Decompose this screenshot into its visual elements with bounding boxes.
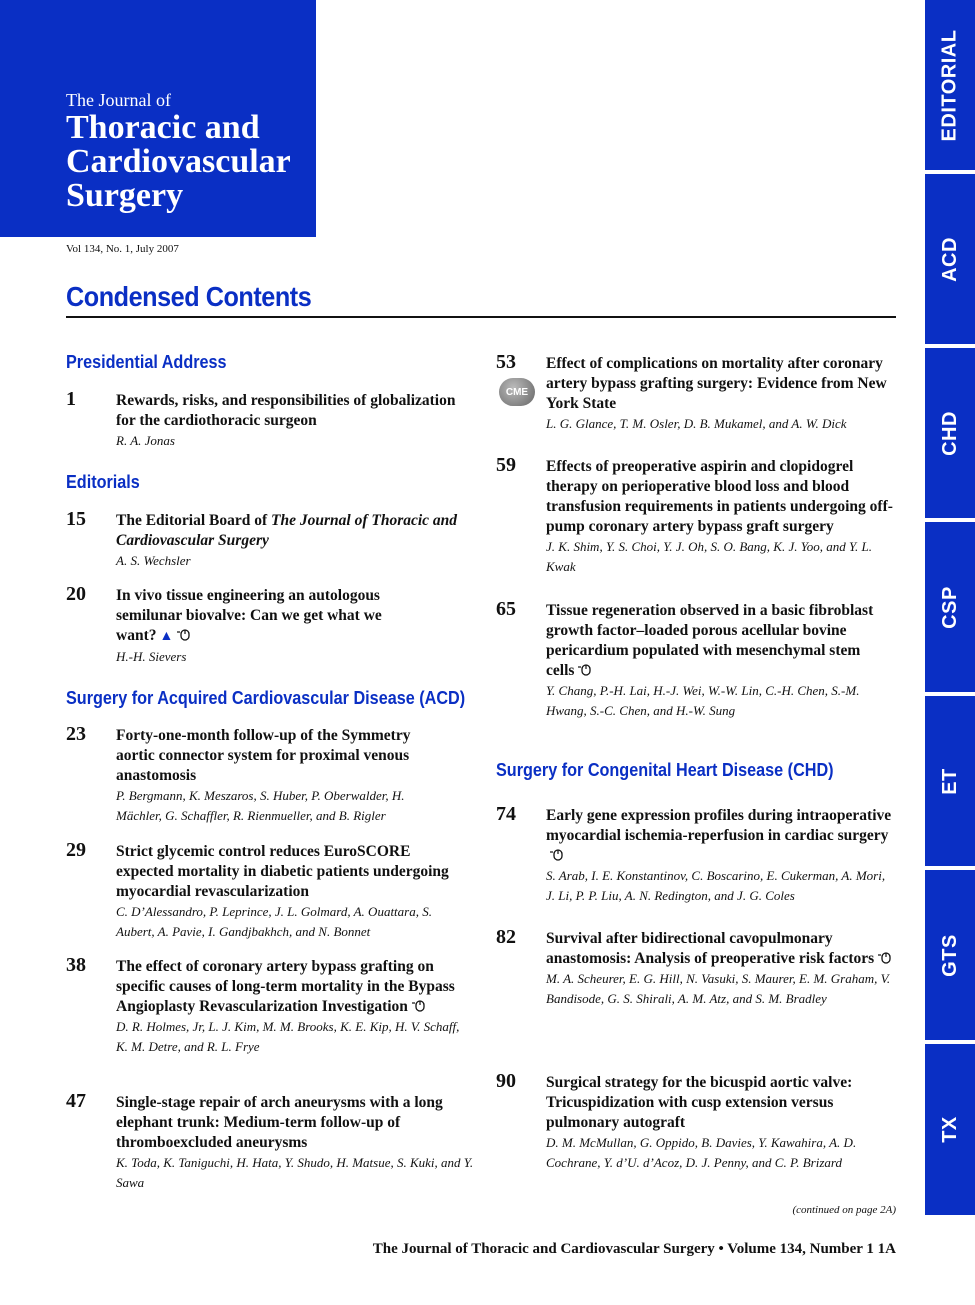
article-authors: J. K. Shim, Y. S. Choi, Y. J. Oh, S. O. Bang, K. J. Yoo, and Y. L. Kwak <box>546 539 873 574</box>
article-authors: D. M. McMullan, G. Oppido, B. Davies, Y. Kawahira, A. D. Cochrane, Y. d’U. d’Acoz, D. J. Penny, and C. P. Brizard <box>546 1135 857 1170</box>
article-entry[interactable] <box>546 929 898 1009</box>
tab-gts[interactable]: GTS <box>925 870 975 1040</box>
page-number: 47 <box>66 1090 86 1112</box>
article-authors: R. A. Jonas <box>116 433 175 448</box>
cme-badge-icon: CME <box>499 378 535 406</box>
page-number: 74 <box>496 803 516 825</box>
page-number: 23 <box>66 723 86 745</box>
article-title[interactable]: Effect of complications on mortality after coronary artery bypass grafting surgery: Evidence from New York State <box>546 355 887 412</box>
page-number: 1 <box>66 388 76 410</box>
article-title[interactable]: Forty-one-month follow-up of the Symmetry aortic connector system for proximal venous anastomosis <box>116 727 411 784</box>
article-entry[interactable] <box>116 842 461 942</box>
page-number: 59 <box>496 454 516 476</box>
article-title[interactable]: Effects of preoperative aspirin and clopidogrel therapy on perioperative blood loss and blood transfusion requirements in patients undergoing off-pump coronary artery bypass graft surgery <box>546 458 893 535</box>
article-entry[interactable] <box>116 1093 476 1193</box>
article-title[interactable]: Surgical strategy for the bicuspid aortic valve: Tricuspidization with cusp extension versus pulmonary autograft <box>546 1074 853 1131</box>
article-entry[interactable] <box>546 457 898 577</box>
article-entry[interactable] <box>116 726 446 826</box>
article-authors: C. D’Alessandro, P. Leprince, J. L. Golmard, A. Ouattara, S. Aubert, A. Pavie, I. Gandjbakhch, and N. Bonnet <box>116 904 432 939</box>
article-title[interactable]: Rewards, risks, and responsibilities of globalization for the cardiothoracic surgeon <box>116 392 456 429</box>
tab-acd[interactable]: ACD <box>925 174 975 344</box>
article-entry[interactable] <box>546 806 896 906</box>
mouse-icon <box>878 950 892 964</box>
tab-editorial[interactable]: EDITORIAL <box>925 0 975 170</box>
article-authors: D. R. Holmes, Jr, L. J. Kim, M. M. Brooks, K. E. Kip, H. V. Schaff, K. M. Detre, and R. L. Frye <box>116 1019 460 1054</box>
triangle-icon: ▲ <box>159 629 174 644</box>
journal-masthead <box>0 0 316 237</box>
article-title[interactable]: Tissue regeneration observed in a basic fibroblast growth factor–loaded porous acellular bovine pericardium populated with mesenchymal stem cells <box>546 602 874 679</box>
article-entry[interactable] <box>116 957 466 1057</box>
page-number: 90 <box>496 1070 516 1092</box>
tab-chd[interactable]: CHD <box>925 348 975 518</box>
section-heading: Surgery for Acquired Cardiovascular Disease (ACD) <box>66 688 466 708</box>
article-authors: A. S. Wechsler <box>116 553 191 568</box>
article-authors: Y. Chang, P.-H. Lai, H.-J. Wei, W.-W. Lin, C.-H. Chen, S.-M. Hwang, S.-C. Chen, and H.-W. Sung <box>546 683 860 718</box>
article-entry[interactable] <box>546 601 886 721</box>
journal-pre-title: The Journal of <box>66 90 171 110</box>
article-authors: K. Toda, K. Taniguchi, H. Hata, Y. Shudo, H. Matsue, S. Kuki, and Y. Sawa <box>116 1155 474 1190</box>
page-number: 38 <box>66 954 86 976</box>
article-title[interactable]: Early gene expression profiles during intraoperative myocardial ischemia-reperfusion in cardiac surgery <box>546 806 896 866</box>
mouse-icon <box>578 662 592 676</box>
page-number: 82 <box>496 926 516 948</box>
article-authors: S. Arab, I. E. Konstantinov, C. Boscarino, E. Cukerman, A. Mori, J. Li, P. P. Liu, A. N. Redington, and J. G. Coles <box>546 868 886 903</box>
article-title[interactable]: The Editorial Board of The Journal of Thoracic and Cardiovascular Surgery <box>116 512 458 549</box>
article-title[interactable]: Strict glycemic control reduces EuroSCORE expected mortality in diabetic patients undergoing myocardial revascularization <box>116 843 449 900</box>
article-authors: L. G. Glance, T. M. Osler, D. B. Mukamel, and A. W. Dick <box>546 416 847 431</box>
section-heading: Editorials <box>66 472 140 492</box>
article-authors: M. A. Scheurer, E. G. Hill, N. Vasuki, S. Maurer, E. M. Graham, V. Bandisode, G. S. Shirali, A. M. Atz, and S. M. Bradley <box>546 971 891 1006</box>
article-entry[interactable] <box>116 586 416 667</box>
section-heading: Surgery for Congenital Heart Disease (CHD) <box>496 760 834 780</box>
tab-et[interactable]: ET <box>925 696 975 866</box>
article-entry[interactable] <box>116 511 471 571</box>
article-entry[interactable] <box>546 1073 891 1173</box>
tab-tx[interactable]: TX <box>925 1044 975 1215</box>
page-title: Condensed Contents <box>66 281 312 312</box>
title-rule <box>66 316 896 318</box>
article-entry[interactable] <box>546 354 896 434</box>
page-number: 15 <box>66 508 86 530</box>
section-heading: Presidential Address <box>66 352 227 372</box>
article-title[interactable]: Single-stage repair of arch aneurysms with a long elephant trunk: Medium-term follow-up of thromboexcluded aneurysms <box>116 1094 443 1151</box>
continued-note: (continued on page 2A) <box>792 1204 896 1216</box>
article-title[interactable]: In vivo tissue engineering an autologous semilunar biovalve: Can we get what we want? ▲ <box>116 587 382 644</box>
mouse-icon <box>177 627 191 641</box>
page-number: 29 <box>66 839 86 861</box>
page-number: 53 <box>496 351 516 373</box>
article-authors: H.-H. Sievers <box>116 649 187 664</box>
page-number: 65 <box>496 598 516 620</box>
page-number: 20 <box>66 583 86 605</box>
journal-title: Thoracic and Cardiovascular Surgery <box>66 109 291 214</box>
page-footer: The Journal of Thoracic and Cardiovascular Surgery • Volume 134, Number 1 1A <box>372 1241 896 1257</box>
article-entry[interactable] <box>116 391 471 451</box>
mouse-icon <box>550 847 564 861</box>
issue-info: Vol 134, No. 1, July 2007 <box>66 243 179 255</box>
article-title[interactable]: The effect of coronary artery bypass grafting on specific causes of long-term mortality in the Bypass Angioplasty Revascularization Investigation <box>116 958 455 1015</box>
mouse-icon <box>412 998 426 1012</box>
tab-csp[interactable]: CSP <box>925 522 975 692</box>
article-authors: P. Bergmann, K. Meszaros, S. Huber, P. Oberwalder, H. Mächler, G. Schaffler, R. Rienmueller, and B. Rigler <box>116 788 405 823</box>
article-title[interactable]: Survival after bidirectional cavopulmonary anastomosis: Analysis of preoperative risk factors <box>546 929 898 969</box>
